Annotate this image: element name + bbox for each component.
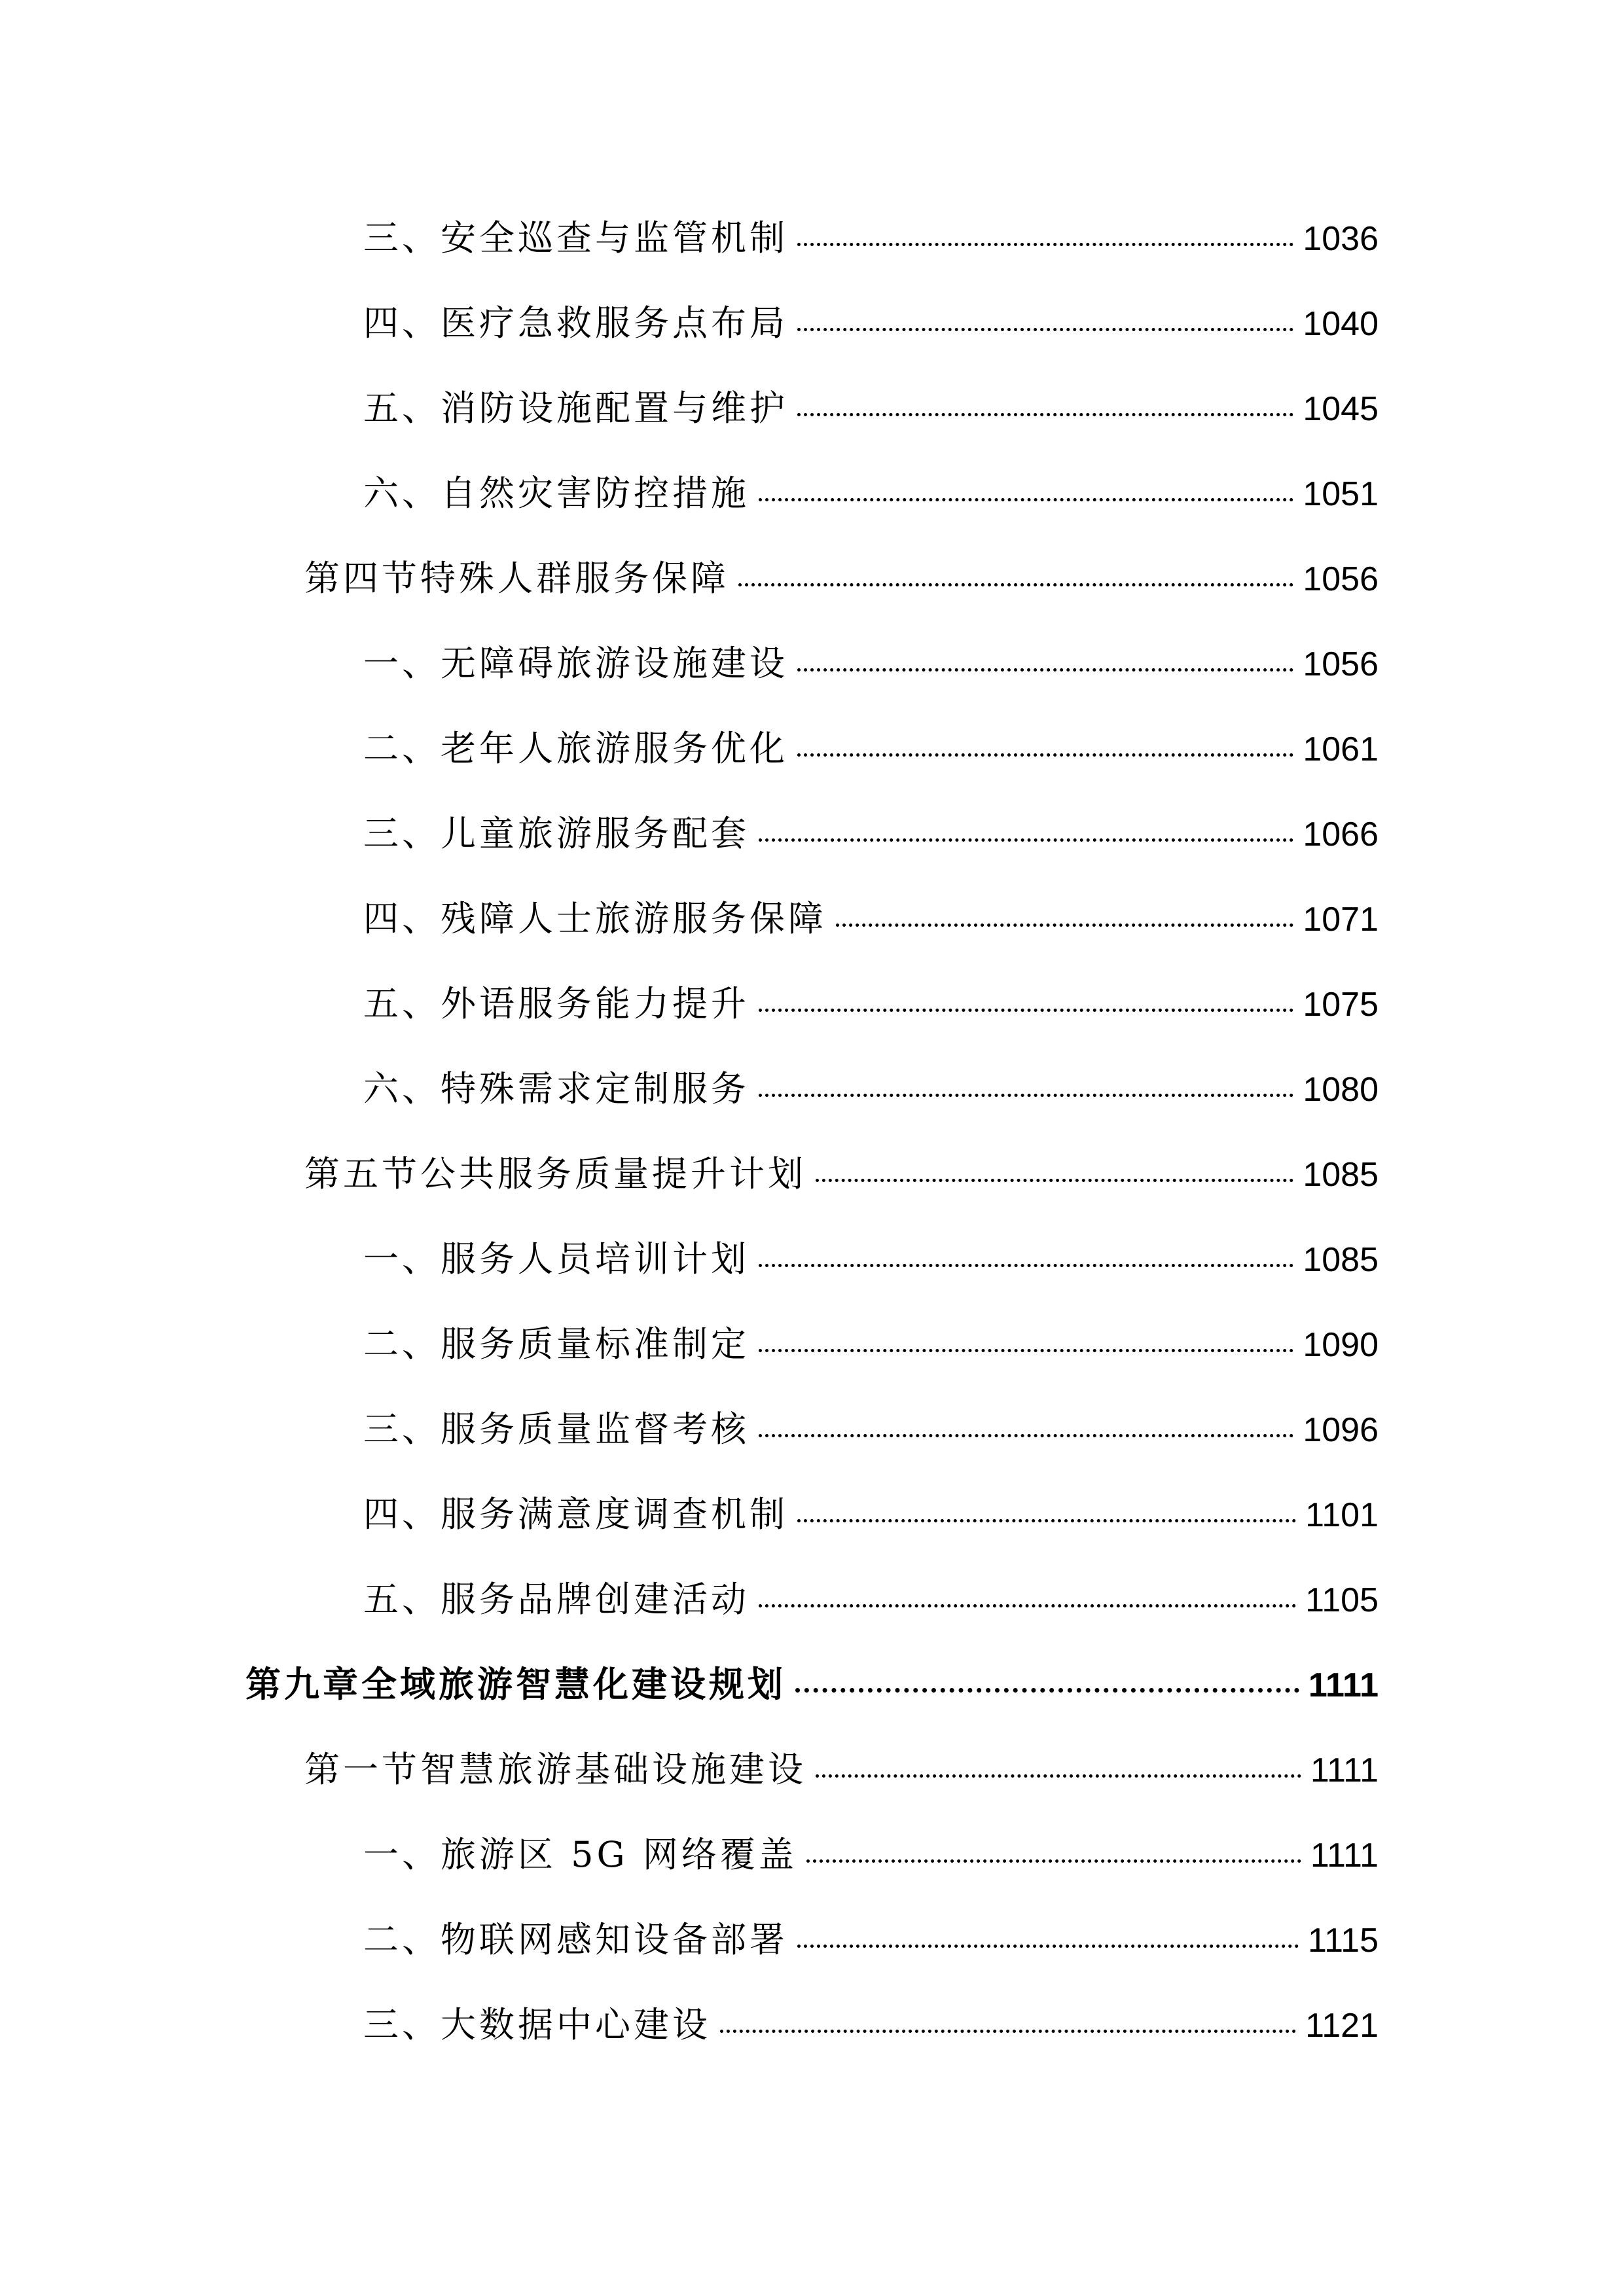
toc-entry[interactable] (363, 1914, 1379, 1999)
toc-entry-title: 四、残障人士旅游服务保障 (363, 898, 827, 939)
toc-entry[interactable] (363, 382, 1379, 467)
toc-dot-leader (759, 838, 1293, 842)
toc-entry-title: 第五节公共服务质量提升计划 (304, 1153, 806, 1194)
toc-entry[interactable] (363, 1488, 1379, 1573)
toc-entry-title: 五、外语服务能力提升 (363, 983, 749, 1024)
toc-entry[interactable] (363, 1318, 1379, 1403)
toc-entry[interactable] (245, 1659, 1379, 1744)
toc-entry-title: 四、医疗急救服务点布局 (363, 302, 788, 344)
toc-entry-title: 二、老年人旅游服务优化 (363, 728, 788, 769)
toc-dot-leader (759, 1434, 1293, 1437)
toc-entry[interactable] (363, 637, 1379, 723)
toc-entry[interactable] (363, 297, 1379, 382)
toc-entry-page-number: 1111 (1310, 1751, 1379, 1789)
toc-entry-title: 三、儿童旅游服务配套 (363, 813, 749, 854)
toc-dot-leader (816, 1774, 1301, 1778)
toc-dot-leader (795, 1688, 1299, 1693)
toc-entry[interactable] (363, 467, 1379, 552)
toc-entry-page-number: 1056 (1303, 560, 1379, 598)
toc-entry-page-number: 1040 (1303, 305, 1379, 343)
table-of-contents (0, 212, 1624, 2084)
toc-entry-page-number: 1056 (1303, 645, 1379, 683)
toc-dot-leader (816, 1179, 1293, 1182)
toc-entry-page-number: 1036 (1303, 220, 1379, 258)
toc-entry[interactable] (363, 723, 1379, 808)
toc-dot-leader (806, 1859, 1301, 1863)
toc-entry-title: 二、服务质量标准制定 (363, 1323, 749, 1365)
toc-entry-page-number: 1085 (1303, 1156, 1379, 1194)
toc-entry-page-number: 1115 (1308, 1922, 1379, 1960)
toc-entry[interactable] (363, 1573, 1379, 1659)
toc-dot-leader (797, 668, 1293, 672)
toc-entry-page-number: 1075 (1303, 986, 1379, 1024)
toc-entry-title: 三、服务质量监督考核 (363, 1408, 749, 1450)
toc-entry[interactable] (304, 1148, 1379, 1233)
toc-entry[interactable] (304, 1744, 1379, 1829)
toc-dot-leader (836, 924, 1293, 927)
toc-entry-page-number: 1085 (1303, 1241, 1379, 1279)
toc-entry[interactable] (363, 808, 1379, 893)
toc-dot-leader (759, 498, 1293, 501)
toc-entry[interactable] (363, 1403, 1379, 1488)
toc-dot-leader (797, 753, 1293, 757)
toc-entry[interactable] (363, 1233, 1379, 1318)
toc-entry-page-number: 1111 (1308, 1666, 1379, 1704)
toc-entry-title: 六、自然灾害防控措施 (363, 473, 749, 514)
toc-entry[interactable] (363, 1829, 1379, 1914)
toc-entry-page-number: 1071 (1303, 901, 1379, 939)
toc-dot-leader (797, 413, 1293, 416)
toc-entry-title: 一、旅游区 5G 网络覆盖 (363, 1834, 797, 1875)
toc-entry[interactable] (363, 212, 1379, 297)
toc-entry-title: 二、物联网感知设备部署 (363, 1919, 788, 1960)
toc-dot-leader (759, 1604, 1296, 1607)
toc-entry-title: 第九章全域旅游智慧化建设规划 (245, 1664, 786, 1705)
toc-entry-page-number: 1111 (1310, 1837, 1379, 1874)
toc-dot-leader (797, 1945, 1299, 1948)
toc-entry-page-number: 1066 (1303, 816, 1379, 853)
toc-entry-title: 第一节智慧旅游基础设施建设 (304, 1749, 806, 1790)
toc-entry-title: 一、无障碍旅游设施建设 (363, 643, 788, 684)
toc-dot-leader (797, 328, 1293, 331)
toc-entry-page-number: 1051 (1303, 475, 1379, 513)
toc-dot-leader (738, 583, 1293, 586)
toc-entry[interactable] (304, 552, 1379, 637)
toc-dot-leader (720, 2030, 1296, 2033)
toc-entry-title: 一、服务人员培训计划 (363, 1238, 749, 1280)
toc-entry-page-number: 1061 (1303, 730, 1379, 768)
toc-entry-page-number: 1121 (1305, 2007, 1379, 2045)
toc-entry-page-number: 1101 (1305, 1496, 1379, 1534)
toc-dot-leader (759, 1094, 1293, 1097)
toc-dot-leader (797, 1519, 1296, 1522)
toc-entry-title: 三、安全巡查与监管机制 (363, 217, 788, 259)
toc-dot-leader (759, 1264, 1293, 1267)
toc-entry[interactable] (363, 1063, 1379, 1148)
toc-entry-title: 五、服务品牌创建活动 (363, 1579, 749, 1620)
toc-entry[interactable] (363, 893, 1379, 978)
toc-entry-page-number: 1080 (1303, 1071, 1379, 1109)
toc-entry[interactable] (363, 978, 1379, 1063)
toc-entry-page-number: 1045 (1303, 390, 1379, 428)
toc-entry-title: 五、消防设施配置与维护 (363, 387, 788, 429)
toc-entry-page-number: 1096 (1303, 1411, 1379, 1449)
toc-entry-title: 四、服务满意度调查机制 (363, 1494, 788, 1535)
toc-dot-leader (759, 1009, 1293, 1012)
toc-entry-title: 三、大数据中心建设 (363, 2004, 711, 2045)
toc-entry-page-number: 1105 (1305, 1581, 1379, 1619)
toc-dot-leader (759, 1349, 1293, 1352)
toc-dot-leader (797, 243, 1293, 246)
toc-entry-title: 第四节特殊人群服务保障 (304, 558, 729, 599)
toc-entry[interactable] (363, 1999, 1379, 2084)
toc-entry-title: 六、特殊需求定制服务 (363, 1068, 749, 1109)
toc-entry-page-number: 1090 (1303, 1326, 1379, 1364)
